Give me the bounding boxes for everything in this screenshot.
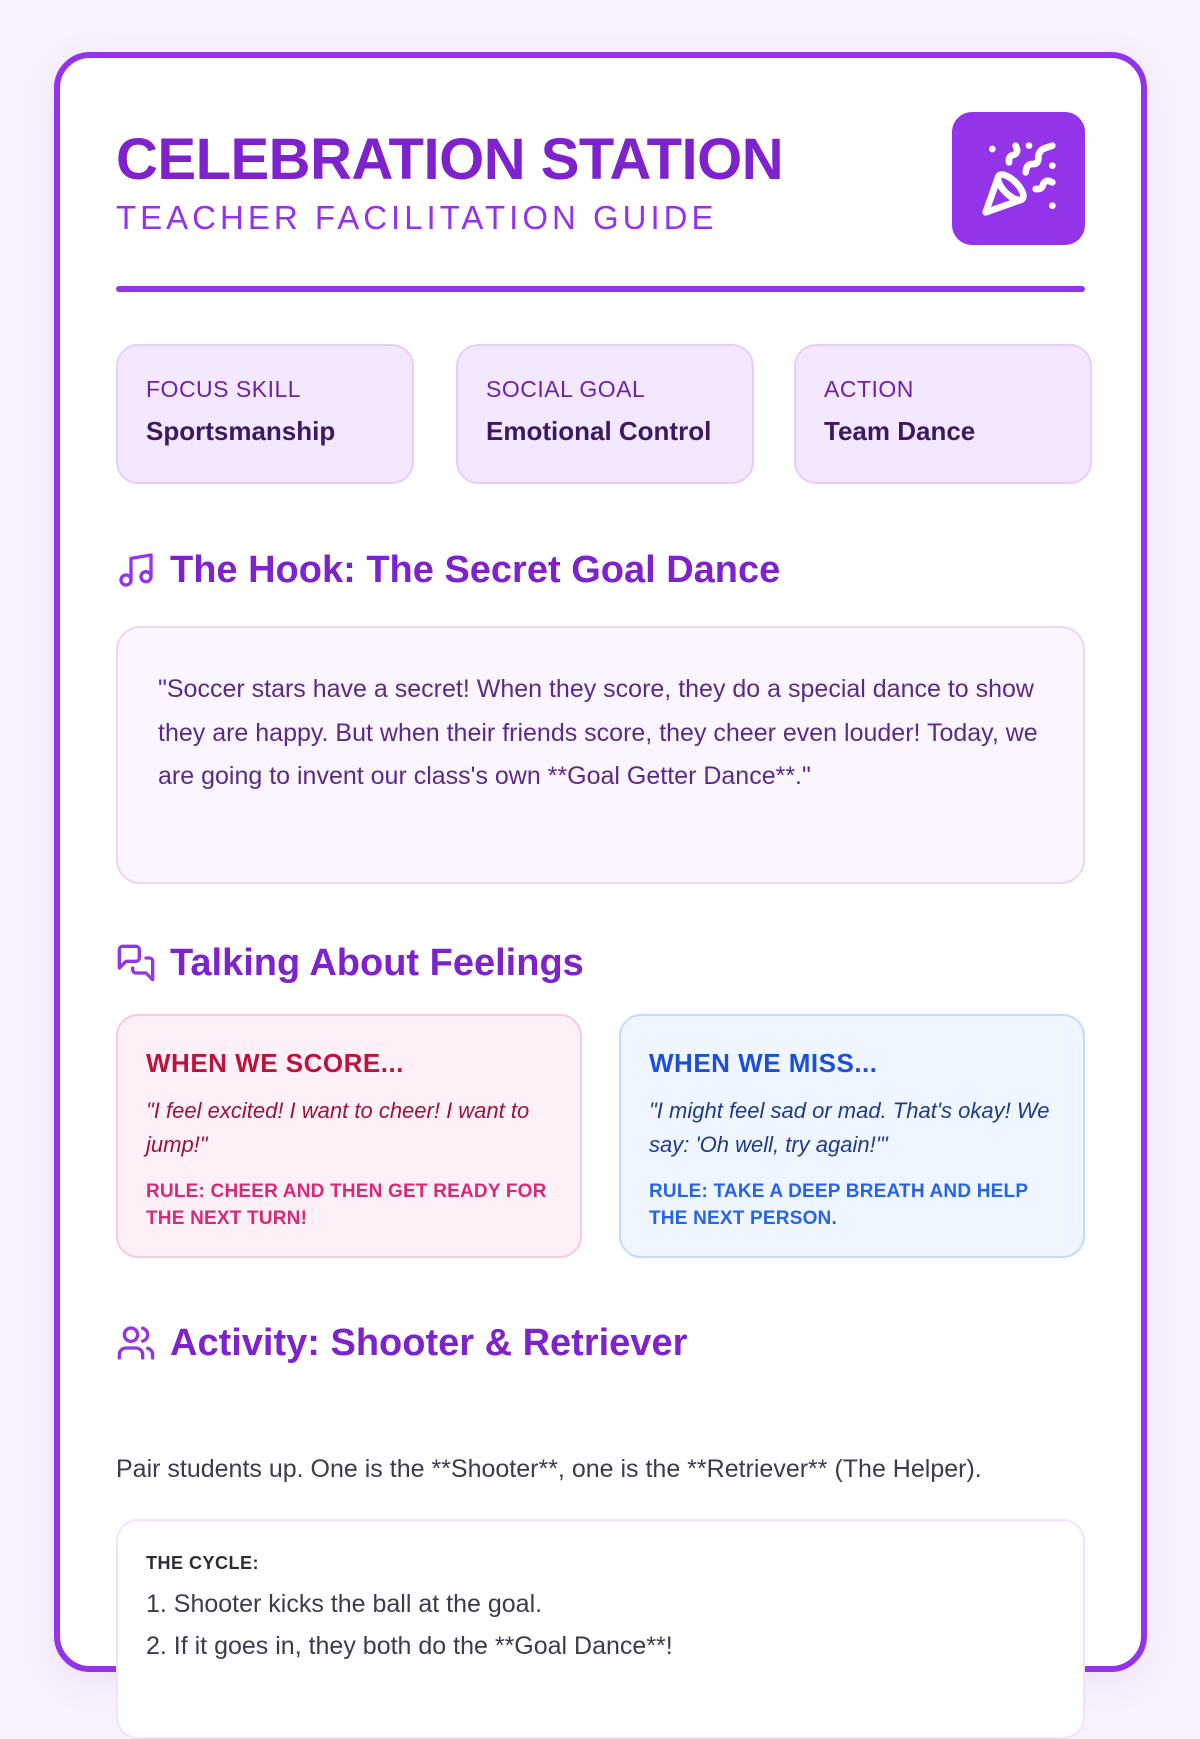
page-subtitle: TEACHER FACILITATION GUIDE (116, 199, 718, 236)
activity-title: Activity: Shooter & Retriever (170, 1322, 688, 1364)
stats-row (116, 344, 1085, 484)
cycle-box (116, 1519, 1085, 1739)
guide-header (116, 112, 1085, 292)
hook-box (116, 626, 1085, 884)
header-divider (116, 286, 1085, 292)
stat-label: SOCIAL GOAL (486, 376, 646, 402)
stat-label: FOCUS SKILL (146, 376, 302, 402)
cycle-step: 1. Shooter kicks the ball at the goal. (146, 1590, 543, 1618)
score-card-quote: "I feel excited! I want to cheer! I want to jump!" (146, 1098, 530, 1157)
stat-value: Emotional Control (486, 416, 712, 446)
chat-bubbles-icon (116, 943, 156, 983)
stat-label: ACTION (824, 376, 914, 402)
guide-card (54, 52, 1147, 1672)
feelings-heading (116, 938, 1085, 988)
stat-social-goal (456, 344, 754, 484)
cycle-label: THE CYCLE: (146, 1553, 259, 1573)
stat-value: Sportsmanship (146, 416, 336, 446)
party-popper-icon (952, 112, 1085, 245)
cycle-step: 2. If it goes in, they both do the **Goal Dance**! (146, 1632, 673, 1660)
hook-title: The Hook: The Secret Goal Dance (170, 549, 781, 591)
miss-card-quote: "I might feel sad or mad. That's okay! We say: 'Oh well, try again!'" (649, 1098, 1050, 1157)
activity-intro: Pair students up. One is the **Shooter**, one is the **Retriever** (The Helper). (116, 1455, 982, 1483)
music-note-icon (116, 550, 156, 590)
score-card-rule: RULE: CHEER AND THEN GET READY FOR THE NEXT TURN! (146, 1181, 547, 1229)
stat-focus-skill (116, 344, 414, 484)
stat-value: Team Dance (824, 416, 976, 446)
page-title: CELEBRATION STATION (116, 127, 784, 192)
stat-action (794, 344, 1092, 484)
hook-heading (116, 545, 1085, 595)
hook-text: "Soccer stars have a secret! When they score, they do a special dance to show they are happy. But when their friends score, they cheer even louder! Today, we are going to invent our class's own **Goal Getter Dance**." (158, 675, 1038, 790)
miss-feelings-card (619, 1014, 1085, 1258)
activity-heading (116, 1318, 1085, 1368)
miss-card-rule: RULE: TAKE A DEEP BREATH AND HELP THE NEXT PERSON. (649, 1181, 1028, 1229)
users-icon (116, 1323, 156, 1363)
score-feelings-card (116, 1014, 582, 1258)
miss-card-title: WHEN WE MISS... (649, 1048, 878, 1078)
feelings-title: Talking About Feelings (170, 942, 584, 984)
score-card-title: WHEN WE SCORE... (146, 1048, 404, 1078)
